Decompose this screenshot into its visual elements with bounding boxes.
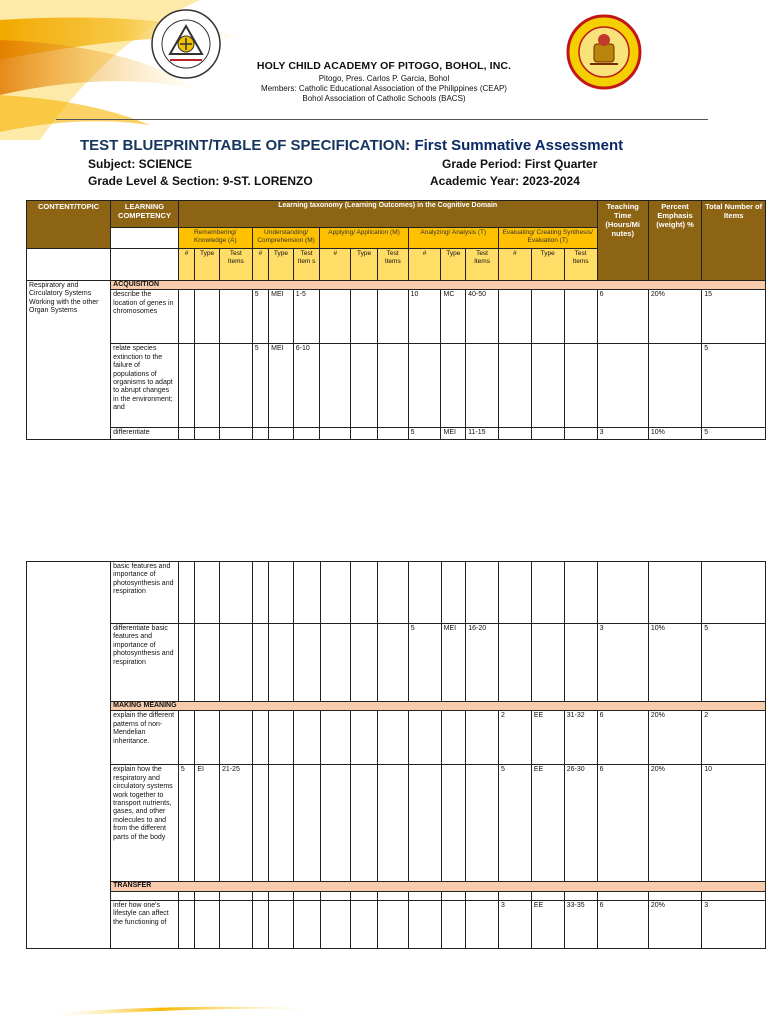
cell-total: 5 xyxy=(702,624,766,702)
academic-year-label: Academic Year: 2023-2024 xyxy=(430,174,580,188)
grade-level-label: Grade Level & Section: 9-ST. LORENZO xyxy=(88,174,313,188)
document-title xyxy=(80,137,623,154)
cell-type: EI xyxy=(195,765,220,882)
table-row xyxy=(27,891,766,900)
cell-percent: 20% xyxy=(648,711,701,765)
cell-total: 5 xyxy=(702,428,766,439)
membership-bacs: Bohol Association of Catholic Schools (BACS) xyxy=(302,94,466,103)
cell-items: 21-25 xyxy=(219,765,252,882)
band-making-meaning: MAKING MEANING xyxy=(111,702,766,711)
col-type: Type xyxy=(441,249,466,281)
cell-total: 5 xyxy=(702,344,766,428)
cell-percent: 10% xyxy=(648,624,701,702)
cell-items: 16-20 xyxy=(466,624,499,702)
footer-swoosh-decoration xyxy=(50,1003,330,1017)
table-row xyxy=(27,428,766,439)
content-topic-cell-continued xyxy=(27,562,111,949)
cell-total: 15 xyxy=(702,290,766,344)
col-test-items: Test Item s xyxy=(293,249,320,281)
level-understanding: Understanding/ Comprehension (M) xyxy=(252,228,320,249)
cell-items: 11-15 xyxy=(466,428,499,439)
level-analyzing: Analyzing/ Analysis (T) xyxy=(408,228,498,249)
cell-type: MC xyxy=(441,290,466,344)
table-row xyxy=(27,624,766,702)
table-row xyxy=(27,562,766,624)
col-test-items: Test Items xyxy=(219,249,252,281)
cell-type: MEI xyxy=(269,344,294,428)
cell-items: 6-10 xyxy=(293,344,320,428)
cell-type: MEI xyxy=(441,428,466,439)
grade-period-label: Grade Period: First Quarter xyxy=(442,157,598,171)
cell-count: 5 xyxy=(499,765,532,882)
band-transfer: TRANSFER xyxy=(111,882,766,891)
cell-percent: 20% xyxy=(648,765,701,882)
header-learning-competency: LEARNING COMPETENCY xyxy=(111,201,179,228)
subject-label: Subject: SCIENCE xyxy=(88,157,193,171)
level-remembering: Remembering/ Knowledge (A) xyxy=(178,228,252,249)
cell-type: MEI xyxy=(269,290,294,344)
school-address: Pitogo, Pres. Carlos P. Garcia, Bohol xyxy=(318,74,450,83)
competency-cell: basic features and importance of photosynthesis and respiration xyxy=(111,562,179,624)
competency-cell: differentiate xyxy=(111,428,179,439)
col-type: Type xyxy=(531,249,564,281)
col-hash: # xyxy=(498,249,531,281)
header-total-items: Total Number of Items xyxy=(702,201,766,281)
title-main: TEST BLUEPRINT/TABLE OF SPECIFICATION: xyxy=(80,137,415,154)
cell-total: 2 xyxy=(702,711,766,765)
cell-type: EE xyxy=(531,711,564,765)
competency-cell: explain the different patterns of non-Mendelian inheritance. xyxy=(111,711,179,765)
band-acquisition: ACQUISITION xyxy=(111,281,766,290)
table-row xyxy=(27,711,766,765)
cell-type: EE xyxy=(531,765,564,882)
cell-type: MEI xyxy=(441,624,466,702)
content-topic-cell: Respiratory and Circulatory Systems Working with the other Organ Systems xyxy=(27,281,111,440)
level-applying: Applying/ Application (M) xyxy=(320,228,408,249)
cell-count: 10 xyxy=(408,290,441,344)
cell-count: 2 xyxy=(499,711,532,765)
col-hash: # xyxy=(252,249,268,281)
header-teaching-time: Teaching Time (Hours/Mi nutes) xyxy=(597,201,648,281)
cell-items: 40-50 xyxy=(466,290,499,344)
table-row xyxy=(27,765,766,882)
cell-count: 5 xyxy=(252,290,268,344)
cell-count: 5 xyxy=(408,428,441,439)
cell-count: 5 xyxy=(252,344,268,428)
cell-count: 5 xyxy=(178,765,194,882)
cell-percent: 20% xyxy=(648,900,701,948)
col-type: Type xyxy=(269,249,294,281)
cell-total: 3 xyxy=(702,900,766,948)
letterhead-rule xyxy=(56,119,708,120)
header-percent-emphasis: Percent Emphasis (weight) % xyxy=(648,201,701,281)
level-evaluating: Evaluating/ Creating Synthesis/ Evaluation (T) xyxy=(498,228,597,249)
membership-ceap: Members: Catholic Educational Association of the Philippines (CEAP) xyxy=(261,84,507,93)
col-test-items: Test Items xyxy=(466,249,499,281)
cell-time: 6 xyxy=(597,711,648,765)
cell-percent: 10% xyxy=(648,428,701,439)
specification-table-part1 xyxy=(26,200,766,440)
cell-items: 31-32 xyxy=(564,711,597,765)
col-type: Type xyxy=(351,249,378,281)
col-test-items: Test Items xyxy=(564,249,597,281)
col-test-items: Test Items xyxy=(377,249,408,281)
competency-cell: explain how the respiratory and circulatory systems work together to transport nutrients, gases, and other molecules to and from the different parts of the body xyxy=(111,765,179,882)
cell-percent: 20% xyxy=(648,290,701,344)
col-type: Type xyxy=(195,249,220,281)
cell-time: 6 xyxy=(597,290,648,344)
cell-time: 3 xyxy=(597,428,648,439)
title-sub: First Summative Assessment xyxy=(414,137,624,154)
header-taxonomy: Learning taxonomy (Learning Outcomes) in the Cognitive Domain xyxy=(178,201,597,228)
cell-total: 10 xyxy=(702,765,766,882)
cell-count: 5 xyxy=(408,624,441,702)
competency-cell: relate species extinction to the failure of populations of organisms to adapt to abrupt changes in the environment; and xyxy=(111,344,179,428)
cell-items: 26-30 xyxy=(564,765,597,882)
cell-items: 33-35 xyxy=(564,900,597,948)
specification-table-part2 xyxy=(26,561,766,949)
cell-type: EE xyxy=(531,900,564,948)
competency-cell: differentiate basic features and importance of photosynthesis and respiration xyxy=(111,624,179,702)
col-hash: # xyxy=(408,249,441,281)
header-blank xyxy=(27,249,111,281)
cell-time: 6 xyxy=(597,900,648,948)
table-row xyxy=(27,344,766,428)
competency-cell: infer how one's lifestyle can affect the functioning of xyxy=(111,900,179,948)
header-blank xyxy=(111,249,179,281)
cell-time: 6 xyxy=(597,765,648,882)
school-name: HOLY CHILD ACADEMY OF PITOGO, BOHOL, INC. xyxy=(256,60,512,72)
cell-time: 3 xyxy=(597,624,648,702)
table-row xyxy=(27,900,766,948)
col-hash: # xyxy=(320,249,351,281)
table-row xyxy=(27,290,766,344)
header-content-topic: CONTENT/TOPIC xyxy=(27,201,111,249)
header-blank xyxy=(111,228,179,249)
cell-items: 1-5 xyxy=(293,290,320,344)
cell-count: 3 xyxy=(499,900,532,948)
competency-cell: describe the location of genes in chromosomes xyxy=(111,290,179,344)
col-hash: # xyxy=(178,249,194,281)
